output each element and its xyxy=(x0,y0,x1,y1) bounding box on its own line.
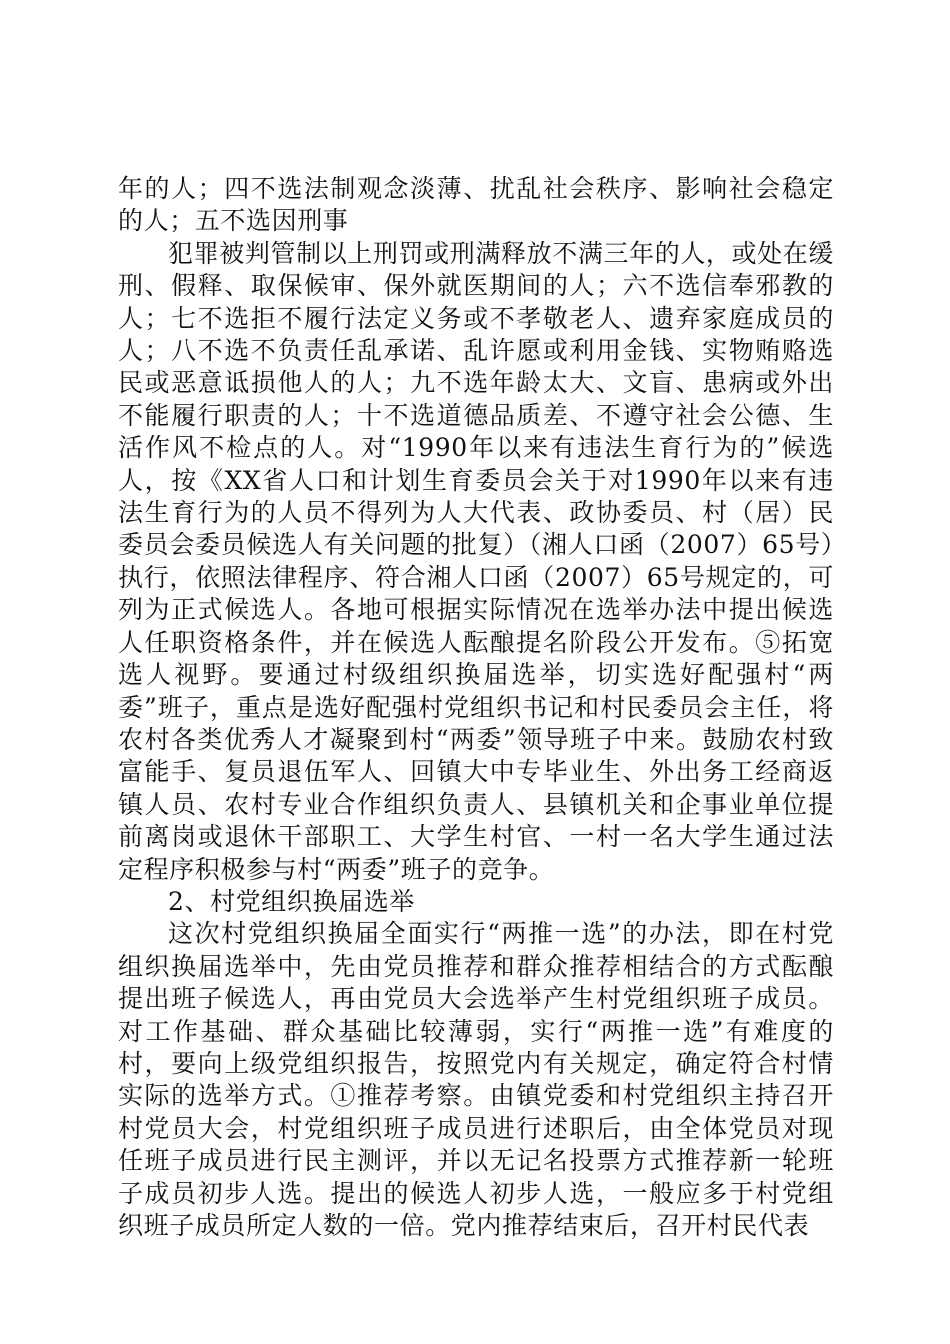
paragraph-2: 犯罪被判管制以上刑罚或刑满释放不满三年的人，或处在缓刑、假释、取保候审、保外就医期间的人；六不选信奉邪教的人；七不选拒不履行法定义务或不孝敬老人、遗弃家庭成员的人；八不选不负责任乱承诺、乱许愿或利用金钱、实物贿赂选民或恶意诋损他人的人；九不选年龄太大、文盲、患病或外出不能履行职责的人；十不选道德品质差、不遵守社会公德、生活作风不检点的人。对“1990年以来有违法生育行为的”候选人，按《XX省人口和计划生育委员会关于对1990年以来有违法生育行为的人员不得列为人大代表、政协委员、村（居）民委员会委员候选人有关问题的批复）（湘人口函（2007）65号）执行，依照法律程序、符合湘人口函（2007）65号规定的，可列为正式候选人。各地可根据实际情况在选举办法中提出候选人任职资格条件，并在候选人酝酿提名阶段公开发布。⑤拓宽选人视野。要通过村级组织换届选举，切实选好配强村“两委”班子，重点是选好配强村党组织书记和村民委员会主任，将农村各类优秀人才凝聚到村“两委”领导班子中来。鼓励农村致富能手、复员退伍军人、回镇大中专毕业生、外出务工经商返镇人员、农村专业合作组织负责人、县镇机关和企事业单位提前离岗或退休干部职工、大学生村官、一村一名大学生通过法定程序积极参与村“两委”班子的竞争。 xyxy=(118,238,834,884)
paragraph-1: 年的人；四不选法制观念淡薄、扰乱社会秩序、影响社会稳定的人；五不选因刑事 xyxy=(118,174,834,236)
paragraph-4: 这次村党组织换届全面实行“两推一选”的办法，即在村党组织换届选举中，先由党员推荐和群众推荐相结合的方式酝酿提出班子候选人，再由党员大会选举产生村党组织班子成员。对工作基础、群众基础比较薄弱，实行“两推一选”有难度的村，要向上级党组织报告，按照党内有关规定，确定符合村情实际的选举方式。①推荐考察。由镇党委和村党组织主持召开村党员大会，村党组织班子成员进行述职后，由全体党员对现任班子成员进行民主测评，并以无记名投票方式推荐新一轮班子成员初步人选。提出的候选人初步人选，一般应多于村党组织班子成员所定人数的一倍。党内推荐结束后，召开村民代表 xyxy=(118,919,834,1240)
section-heading: 2、村党组织换届选举 xyxy=(168,886,415,916)
document-body xyxy=(118,173,834,1242)
